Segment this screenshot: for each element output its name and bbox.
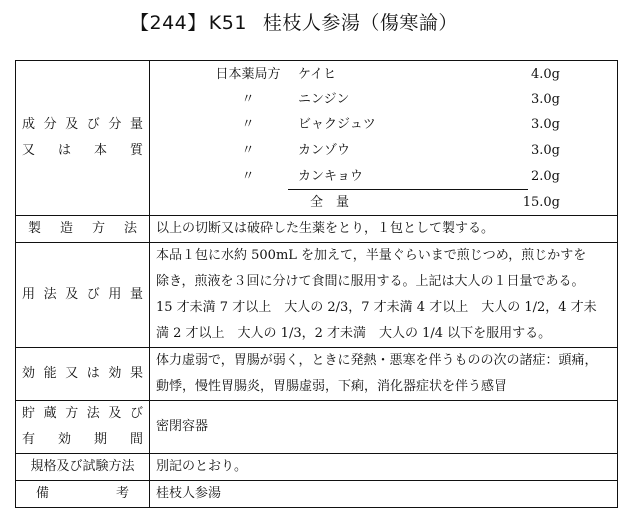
dosage-line: 15 才未満 7 才以上 大人の 2/3，7 才未満 4 才以上 大人の 1/2，4 才未: [156, 300, 597, 315]
composition-standard: 日本薬局方: [215, 67, 281, 82]
label-storage-line1: 貯蔵方法及び: [22, 406, 143, 421]
composition-cell: [150, 61, 618, 216]
row-remarks: [16, 481, 618, 508]
label-composition: [16, 61, 150, 216]
composition-name: ケイヒ: [298, 67, 337, 82]
composition-row: [150, 165, 617, 189]
dosage-cell: [150, 243, 618, 348]
composition-name: ビャクジュツ: [298, 117, 376, 132]
composition-amount: 3.0g: [531, 92, 560, 107]
row-storage: [16, 401, 618, 454]
test-text: 別記のとおり。: [150, 454, 618, 481]
composition-row: [150, 63, 617, 87]
dosage-line: 本品１包に水約 500mL を加えて，半量ぐらいまで煎じつめ，煎じかすを: [156, 248, 587, 263]
title-name: 桂枝人参湯（傷寒論）: [262, 12, 458, 34]
label-storage-line2: 有効期間: [22, 432, 143, 447]
efficacy-cell: [150, 348, 618, 401]
page-title: [130, 8, 458, 35]
title-code: K51: [208, 12, 247, 34]
dosage-line: 満 2 才以上 大人の 1/3，2 才未満 大人の 1/4 以下を服用する。: [156, 326, 552, 341]
efficacy-line: 動悸，慢性胃腸炎，胃腸虚弱，下痢，消化器症状を伴う感冒: [156, 379, 508, 394]
remarks-text: 桂枝人参湯: [150, 481, 618, 508]
row-test: [16, 454, 618, 481]
composition-total-row: [150, 191, 617, 215]
composition-name: カンゾウ: [298, 143, 351, 158]
label-manufacture: 製造方法: [16, 216, 150, 243]
row-composition: [16, 61, 618, 216]
label-storage: [16, 401, 150, 454]
label-remarks-char2: 考: [115, 486, 129, 501]
spec-table: [15, 60, 618, 508]
composition-row: [150, 88, 617, 112]
composition-standard: 〃: [241, 117, 255, 132]
label-dosage: 用法及び用量: [16, 243, 150, 348]
composition-standard: 〃: [241, 92, 255, 107]
composition-row: [150, 139, 617, 163]
composition-amount: 4.0g: [531, 67, 560, 82]
label-remarks-char1: 備: [36, 486, 50, 501]
efficacy-line: 体力虚弱で，胃腸が弱く，ときに発熱・悪寒を伴うものの次の諸症：頭痛，: [156, 353, 598, 368]
total-divider: [288, 189, 528, 190]
composition-name: ニンジン: [298, 92, 350, 107]
label-composition-line2: 又 は 本 質: [22, 143, 143, 158]
title-number: 【244】: [130, 12, 207, 34]
storage-text: 密閉容器: [150, 401, 618, 454]
composition-amount: 2.0g: [531, 169, 560, 184]
composition-amount: 3.0g: [531, 143, 560, 158]
row-efficacy: [16, 348, 618, 401]
composition-name: カンキョウ: [298, 169, 364, 184]
label-test: 規格及び試験方法: [16, 454, 150, 481]
row-dosage: [16, 243, 618, 348]
manufacture-text: 以上の切断又は破砕した生薬をとり，１包として製する。: [150, 216, 618, 243]
label-composition-line1: 成分及び分量: [22, 117, 143, 132]
composition-amount: 3.0g: [531, 117, 560, 132]
row-manufacture: [16, 216, 618, 243]
dosage-line: 除き，煎液を３回に分けて食間に服用する。上記は大人の１日量である。: [156, 274, 585, 289]
composition-row: [150, 113, 617, 137]
composition-standard: 〃: [241, 143, 255, 158]
composition-total-label: 全 量: [310, 195, 350, 210]
composition-total-amount: 15.0g: [522, 195, 560, 210]
label-remarks: [16, 481, 150, 508]
label-efficacy: 効能又は効果: [16, 348, 150, 401]
composition-standard: 〃: [241, 169, 255, 184]
